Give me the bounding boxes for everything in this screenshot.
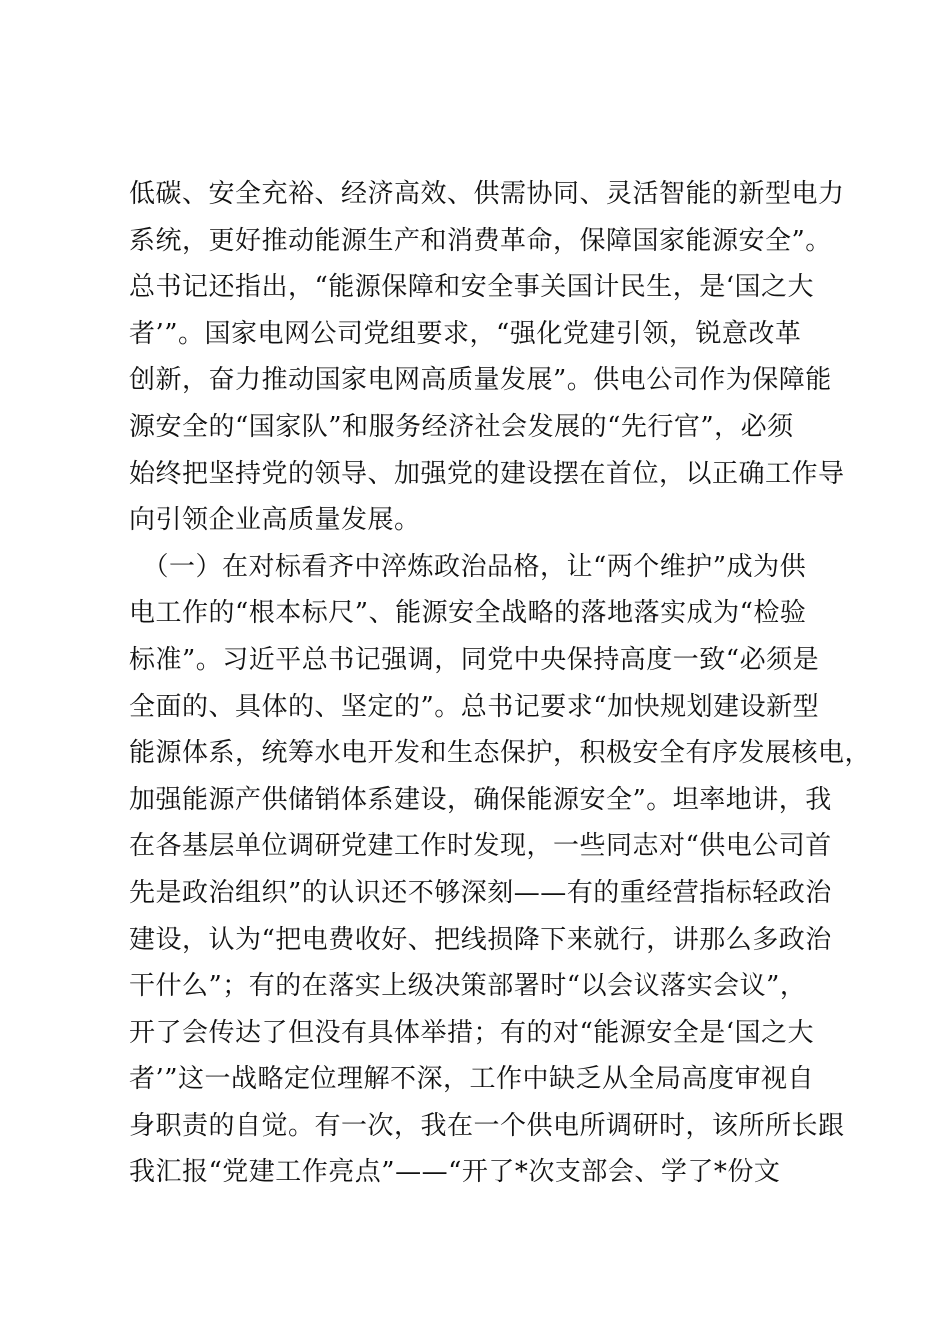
text-line: 始终把坚持党的领导、加强党的建设摆在首位，以正确工作导 — [129, 458, 845, 489]
text-line: 创新，奋力推动国家电网高质量发展”。供电公司作为保障能 — [129, 365, 832, 396]
text-line: 我汇报“党建工作亮点”——“开了*次支部会、学了*份文 — [129, 1157, 781, 1188]
text-line: 在各基层单位调研党建工作时发现，一些同志对“供电公司首 — [129, 831, 832, 862]
text-line: 电工作的“根本标尺”、能源安全战略的落地落实成为“检验 — [129, 598, 807, 629]
text-line: 系统，更好推动能源生产和消费革命，保障国家能源安全”。 — [129, 225, 832, 256]
text-line: 干什么”；有的在落实上级决策部署时“以会议落实会议”， — [129, 971, 807, 1002]
text-line: 建设，认为“把电费收好、把线损降下来就行，讲那么多政治 — [129, 924, 832, 955]
text-line: 开了会传达了但没有具体举措；有的对“能源安全是‘国之大 — [129, 1017, 815, 1048]
text-line: 者’”。国家电网公司党组要求，“强化党建引领，锐意改革 — [129, 318, 802, 349]
text-line: 身职责的自觉。有一次，我在一个供电所调研时，该所所长跟 — [129, 1110, 845, 1141]
text-line: 先是政治组织”的认识还不够深刻——有的重经营指标轻政治 — [129, 877, 832, 908]
text-line: 总书记还指出，“能源保障和安全事关国计民生，是‘国之大 — [129, 272, 815, 303]
text-line: 加强能源产供储销体系建设，确保能源安全”。坦率地讲，我 — [129, 784, 832, 815]
body-text — [129, 171, 872, 1196]
text-line: 者’”这一战略定位理解不深，工作中缺乏从全局高度审视自 — [129, 1064, 815, 1095]
text-line: 源安全的“国家队”和服务经济社会发展的“先行官”，必须 — [129, 411, 794, 442]
text-line: 全面的、具体的、坚定的”。总书记要求“加快规划建设新型 — [129, 691, 820, 722]
text-line: 向引领企业高质量发展。 — [129, 505, 421, 536]
section-heading-line: （一）在对标看齐中淬炼政治品格，让“两个维护”成为供 — [129, 551, 807, 582]
text-line: 低碳、安全充裕、经济高效、供需协同、灵活智能的新型电力 — [129, 179, 845, 209]
text-line: 标准”。习近平总书记强调，同党中央保持高度一致“必须是 — [129, 644, 820, 675]
text-line: 能源体系，统筹水电开发和生态保护，积极安全有序发展核电， — [129, 738, 872, 769]
